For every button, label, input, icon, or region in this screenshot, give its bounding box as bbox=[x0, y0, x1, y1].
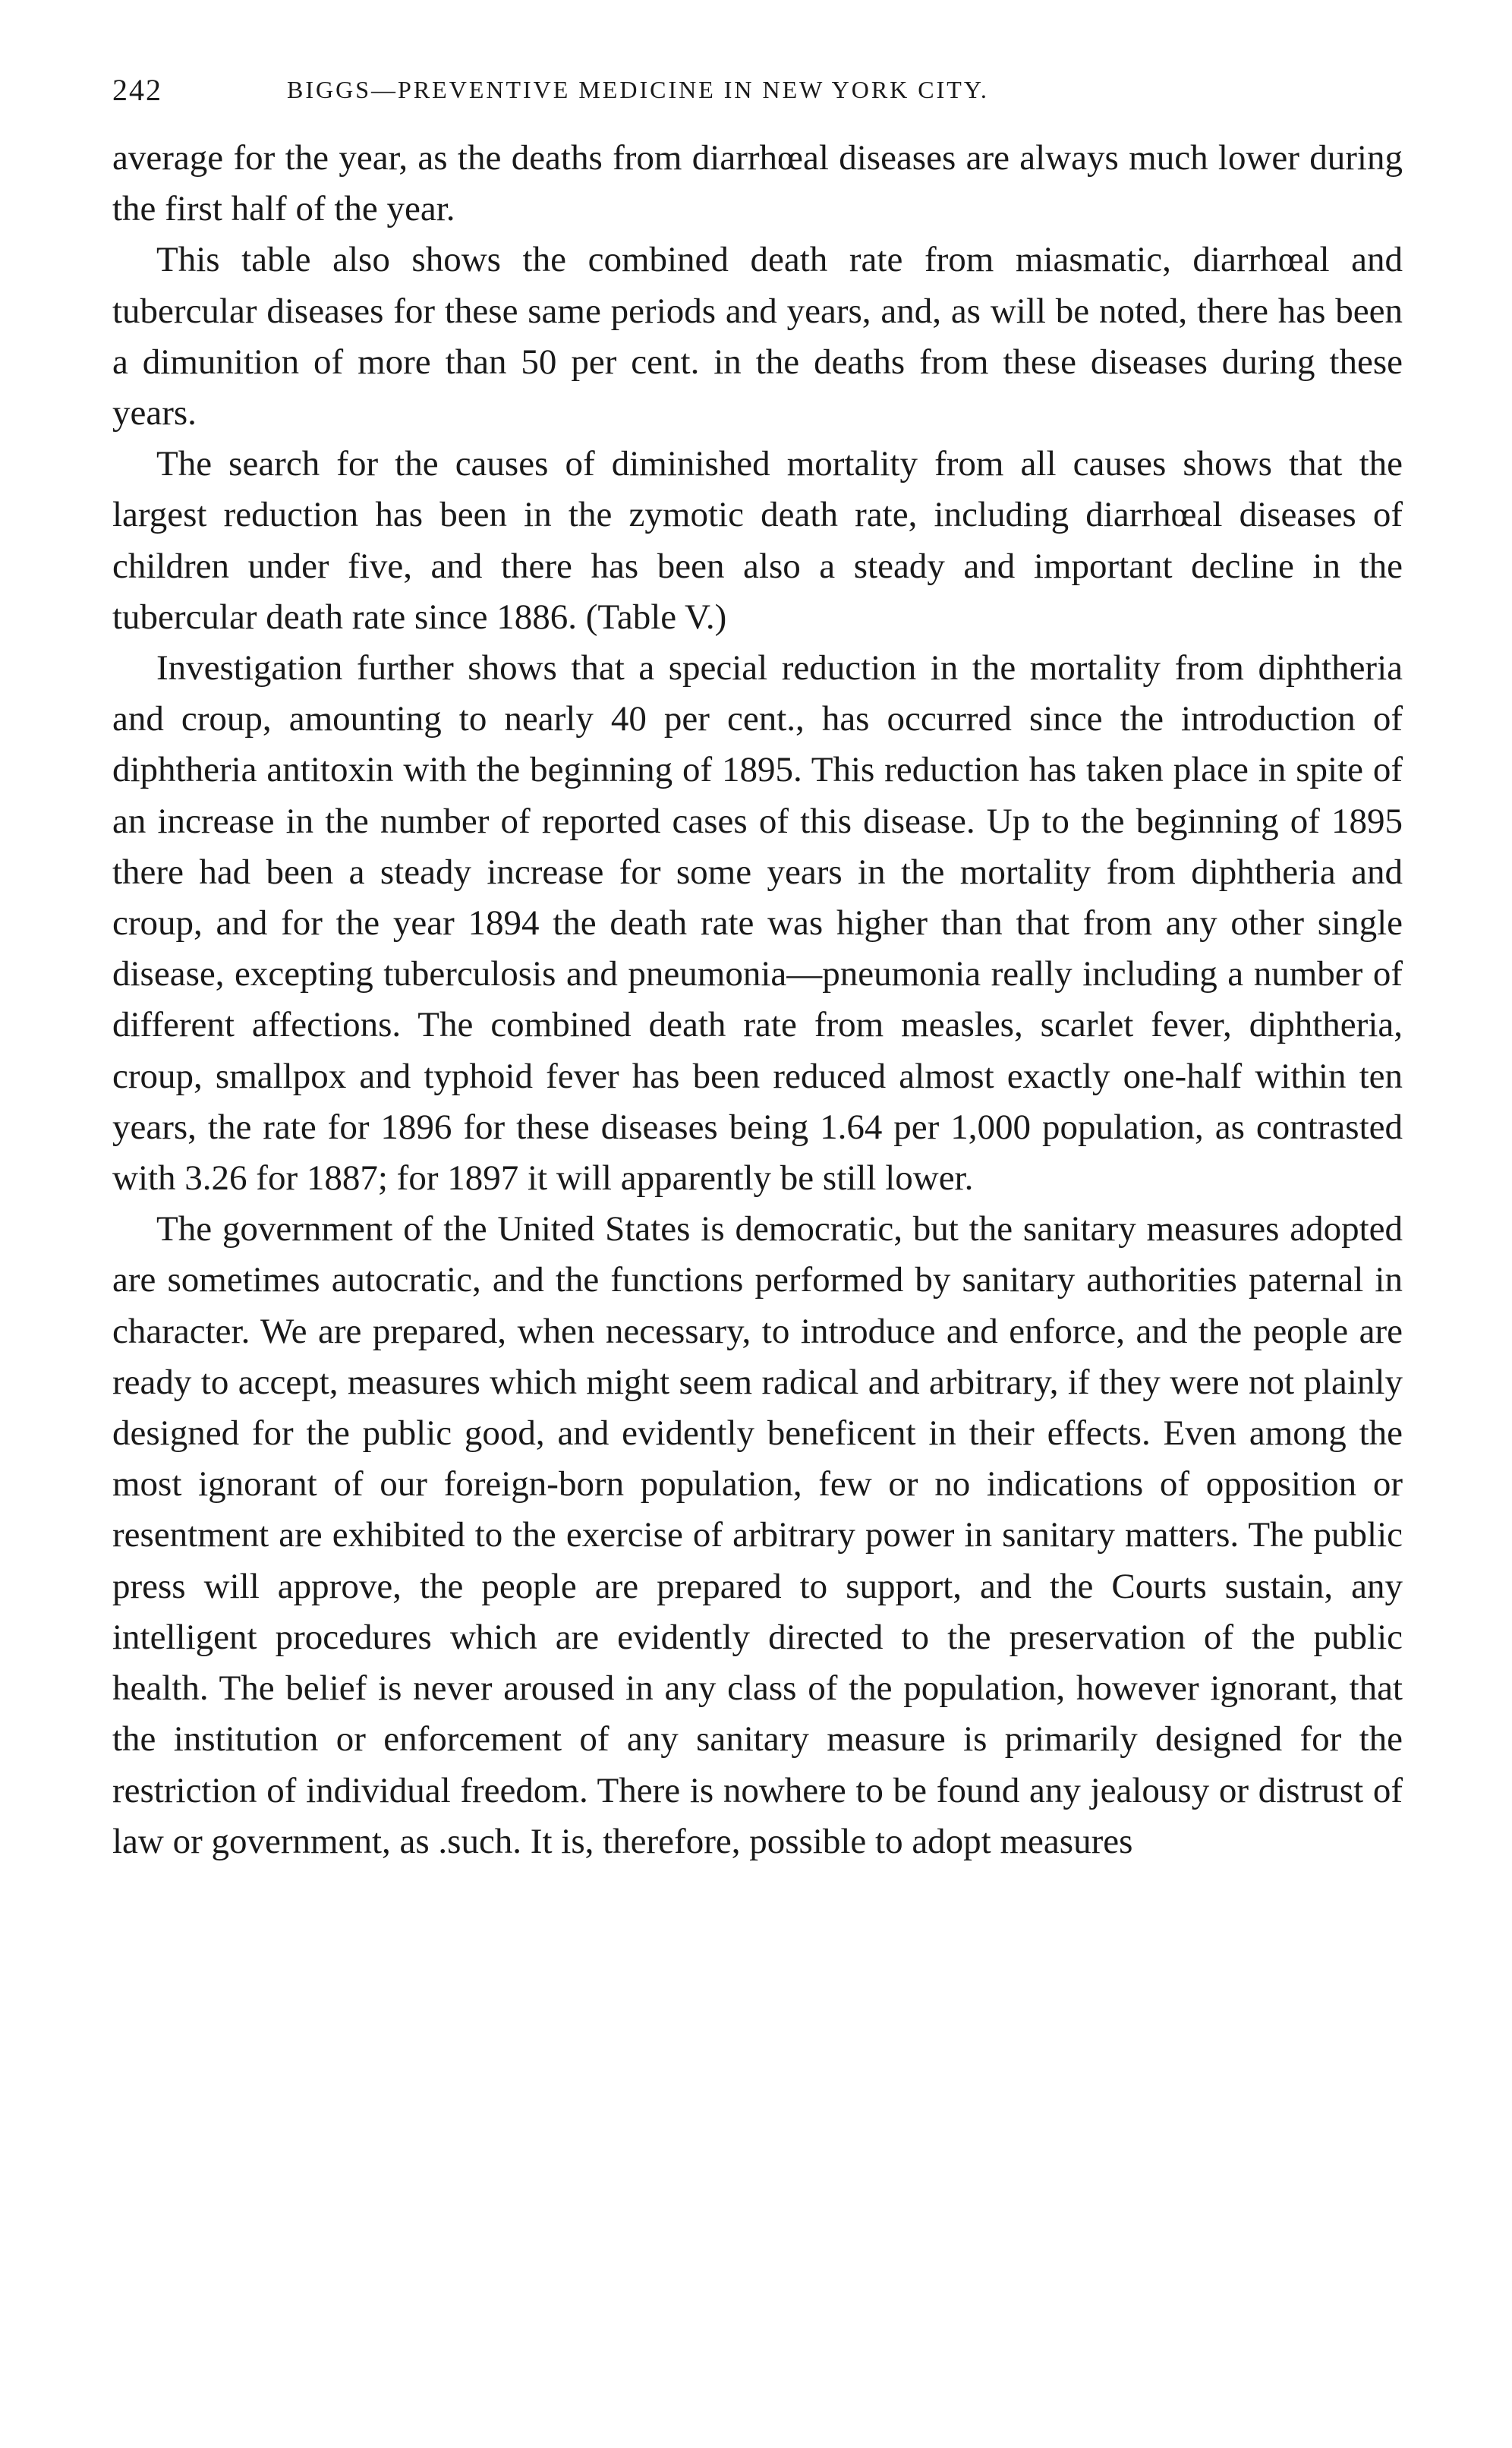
paragraph-diphtheria-antitoxin: Investigation further shows that a special reduction in the mortality from diphtheria and croup, amounting to nearly 40 per cent., has occurred since the introduction of diphtheria antitoxin with the beginning of 1895. This reduction has taken place in spite of an increase in the number of reported cases of this disease. Up to the beginning of 1895 there had been a steady increase for some years in the mortality from diphtheria and croup, and for the year 1894 the death rate was higher than that from any other single disease, excepting tuberculosis and pneumonia—pneumonia really including a number of different affections. The combined death rate from measles, scarlet fever, diphtheria, croup, smallpox and typhoid fever has been reduced almost exactly one-half within ten years, the rate for 1896 for these diseases being 1.64 per 1,000 population, as contrasted with 3.26 for 1887; for 1897 it will apparently be still lower. bbox=[112, 648, 1403, 1199]
paragraph-causes-of-mortality: The search for the causes of diminished mortality from all causes shows that the largest reduction has been in the zymotic death rate, including diarrhœal diseases of children under five, and there has been also a steady and important decline in the tubercular death rate since 1886. (Table V.) bbox=[112, 444, 1403, 637]
book-page bbox=[112, 72, 1403, 1867]
page-number: 242 bbox=[112, 73, 162, 107]
paragraph-sanitary-government: The government of the United States is democratic, but the sanitary measures adopted are sometimes autocratic, and the functions performed by sanitary authorities paternal in character. We are prepared, when necessary, to introduce and enforce, and the people are ready to accept, measures which might seem radical and arbitrary, if they were not plainly designed for the public good, and evidently beneficent in their effects. Even among the most ignorant of our foreign-born population, few or no indications of opposition or resentment are exhibited to the exercise of arbitrary power in sanitary matters. The public press will approve, the people are prepared to support, and the Courts sustain, any intelligent procedures which are evidently directed to the preservation of the public health. The belief is never aroused in any class of the population, however ignorant, that the institution or enforcement of any sanitary measure is primarily designed for the restriction of individual freedom. There is nowhere to be found any jealousy or distrust of law or government, as .such. It is, therefore, possible to adopt measures bbox=[112, 1209, 1403, 1861]
running-head bbox=[112, 72, 1403, 133]
paragraph-continuation: average for the year, as the deaths from diarrhœal diseases are always much lower during the first half of the year. bbox=[112, 138, 1403, 229]
paragraph-table-combined-rate: This table also shows the combined death rate from miasmatic, diarrhœal and tubercular diseases for these same periods and years, and, as will be noted, there has been a dimunition of more than 50 per cent. in the deaths from these diseases during these years. bbox=[112, 240, 1403, 433]
running-title: BIGGS—PREVENTIVE MEDICINE IN NEW YORK CITY. bbox=[287, 76, 989, 103]
body-text bbox=[112, 133, 1403, 1867]
